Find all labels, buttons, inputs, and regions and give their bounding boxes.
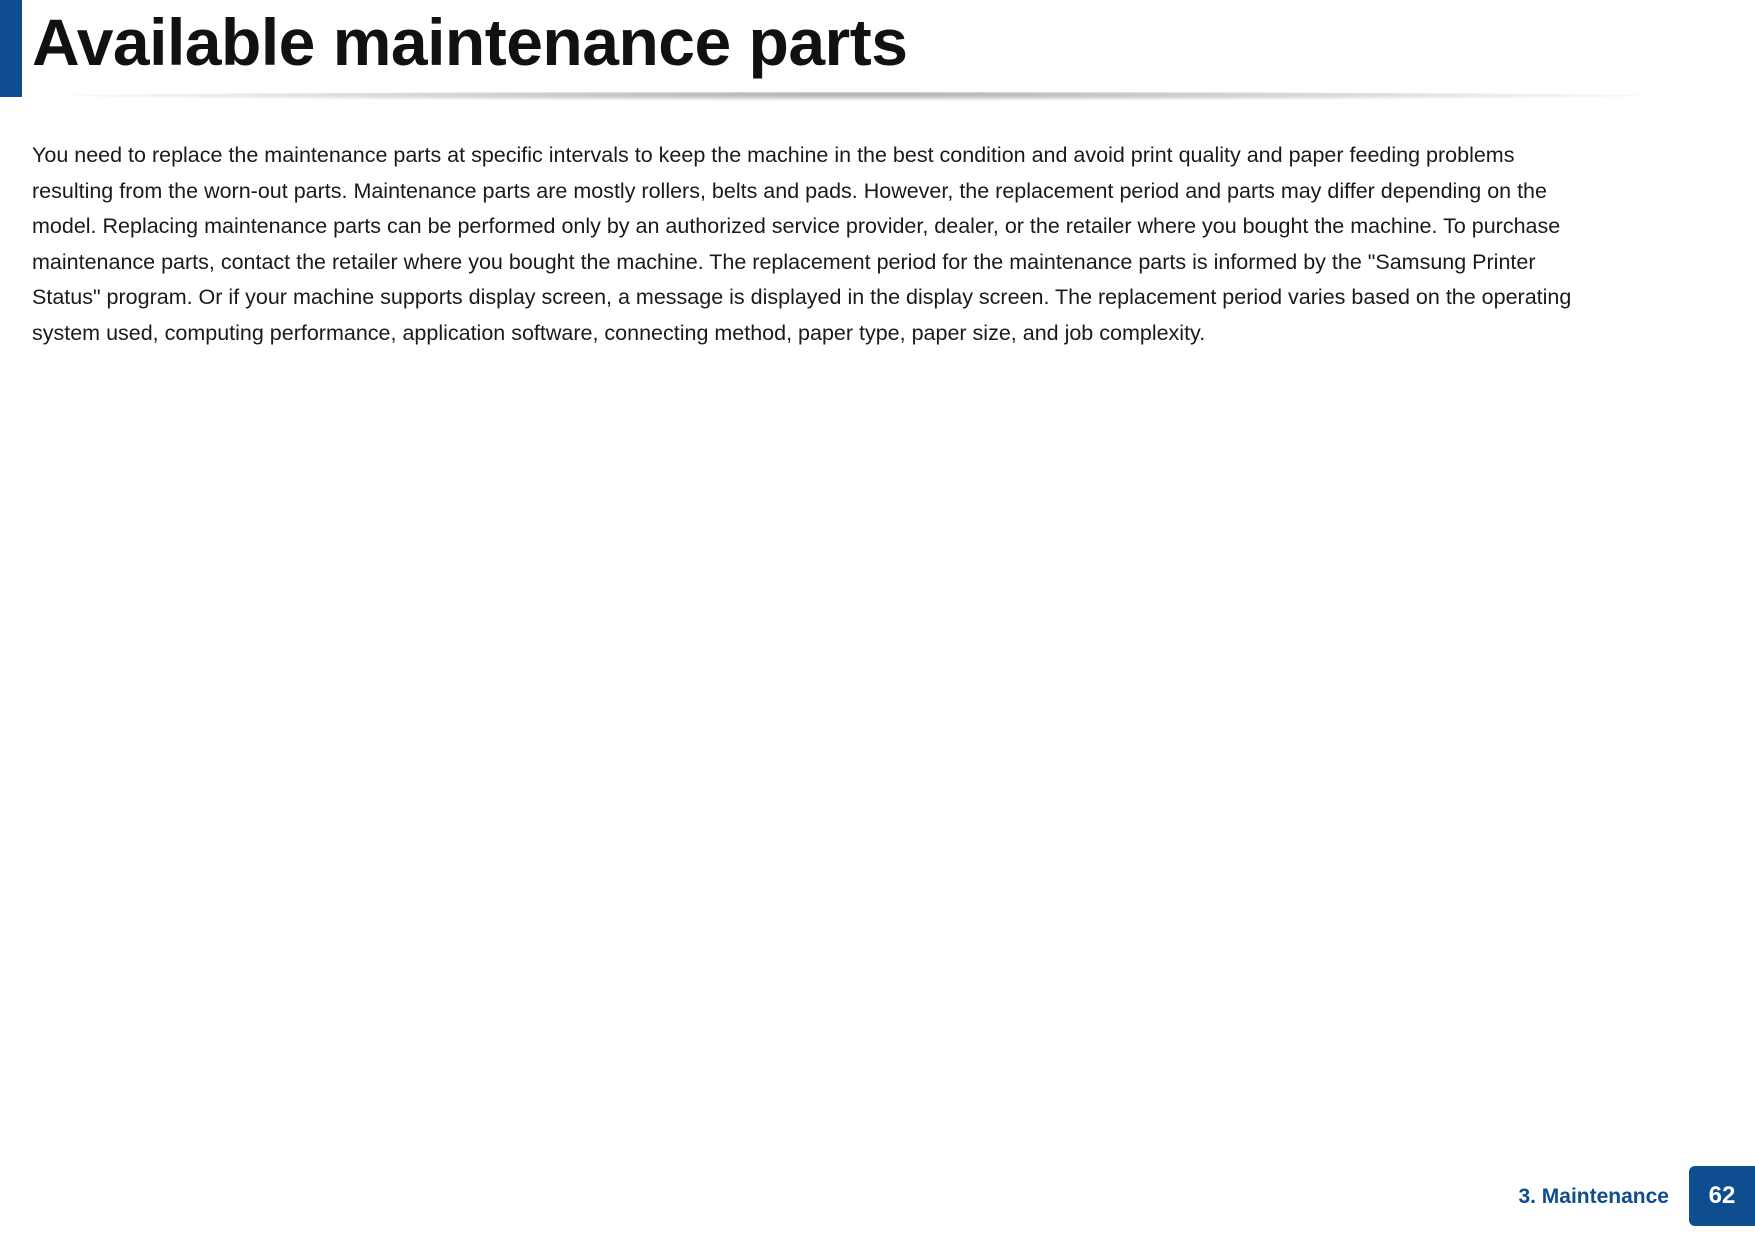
body-line-2: resulting from the worn-out parts. Maintenance parts are mostly rollers, belts and pads. However, the replacement period and parts may differ depending on the [32, 178, 1547, 203]
body-line-3: model. Replacing maintenance parts can be performed only by an authorized service provider, dealer, or the retailer where you bought the machine. To purchase [32, 214, 1561, 239]
page-title: Available maintenance parts [32, 5, 908, 79]
footer-section-link[interactable]: 3. Maintenance [1518, 1185, 1669, 1208]
body-line-1: You need to replace the maintenance parts at specific intervals to keep the machine in the best condition and avoid print quality and paper feeding problems [32, 143, 1515, 167]
title-divider [32, 92, 1684, 101]
body-paragraph [32, 138, 1722, 352]
body-line-6: system used, computing performance, application software, connecting method, paper type, paper size, and job complexity. [32, 320, 1206, 345]
header-accent-bar [0, 0, 22, 97]
page-number-badge: 62 [1689, 1166, 1755, 1226]
body-line-4: maintenance parts, contact the retailer where you bought the machine. The replacement period for the maintenance parts is informed by the "Samsung Printer [32, 249, 1536, 274]
body-line-5: Status" program. Or if your machine supports display screen, a message is displayed in the display screen. The replacement period varies based on the operating [32, 285, 1572, 310]
